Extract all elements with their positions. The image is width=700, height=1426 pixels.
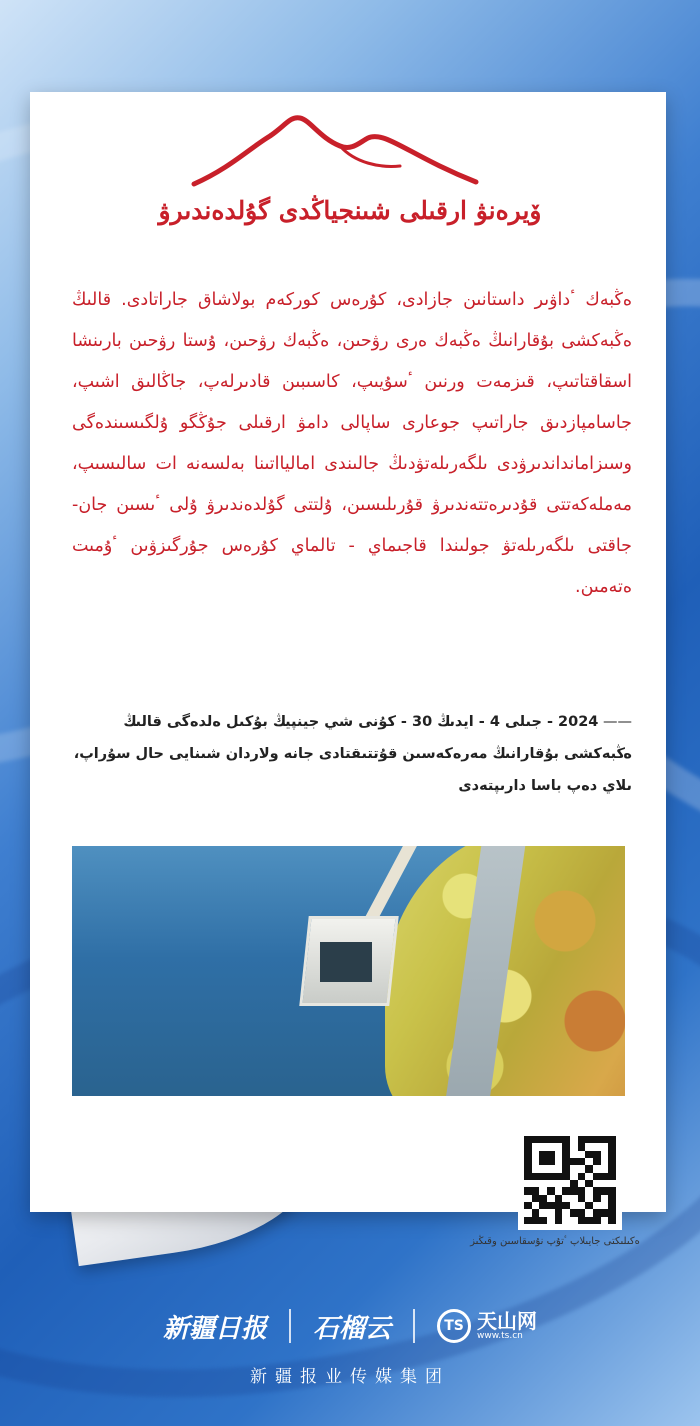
tianshan-name: 天山网 (477, 1309, 538, 1334)
tianshan-mark-icon: TS (437, 1309, 471, 1343)
qr-code[interactable] (518, 1130, 622, 1230)
headline: ۆيرەنۋ ارقىلى شىنجياڭدى گۇلدەندىرۋ (158, 196, 542, 225)
photo-caption (72, 706, 632, 802)
caption-dash: —— (603, 714, 632, 730)
qr-code-icon (524, 1136, 616, 1224)
xinjiang-daily-logo: 新疆日报 (162, 1313, 267, 1344)
footer-logos (0, 1296, 700, 1356)
tianshan-logo (437, 1309, 537, 1343)
caption-text: 2024 - جىلى 4 - ايدىڭ 30 - كۇنى شي جينپيڭ بۇكىل ەلدەگى قالىڭ ەڭبەكشى بۇقارانىڭ مەرەكەسىن قۇتتىقتادى جانە ولاردان شىنايى حال سۇراپ، ىلاي دەپ باسا دارىپتەدى (73, 714, 632, 794)
mountain-logo-icon (190, 108, 480, 188)
river-park-photo (72, 846, 625, 1096)
photo-pier-roof (320, 942, 372, 982)
footer-divider (289, 1309, 291, 1343)
body-text: ەڭبەك ٴداۋىر داستانىن جازادى، كۇرەس كوركەم بولاشاق جاراتادى. قالىڭ ەڭبەكشى بۇقارانىڭ ەڭبەك ەرى رۋحىن، ەڭبەك رۋحىن، ۇستا رۋحىن بارىنشا اسقاقتاتىپ، قىزمەت ورنىن ٴسۇيىپ، كاسىبىن قادىرلەپ، جاڭالىق اشىپ، جاسامپازدىق جاراتىپ جوعارى ساپالى دامۋ ارقىلى جۇڭگو ۇلگىسىندەگى وسىزامانداندىرۋدى ىلگەرىلەتۋدىڭ جالىندى اماليااتىنا بەلسەنە ات سالىسىپ، مەملەكەتتى قۇدىرەتتەندىرۋ قۇرىلىسىن، ۇلتتى گۇلدەندىرۋ ۇلى ٴىسىن جان-جاقتى ىلگەرىلەتۋ جولىندا قاجىماي - تالماي كۇرەس جۇرگىزۋىن ٴۇمىت ەتەمىن. (72, 290, 632, 597)
tianshan-url: www.ts.cn (477, 1331, 523, 1342)
qr-label: ەكىلىكتى جايىلاپ ٴتۇپ نۇسقاسىن وقىڭىز (470, 1236, 640, 1247)
group-name: 新疆报业传媒集团 (250, 1367, 450, 1387)
shiliuyun-logo: 石榴云 (313, 1313, 392, 1344)
footer-divider (413, 1309, 415, 1343)
